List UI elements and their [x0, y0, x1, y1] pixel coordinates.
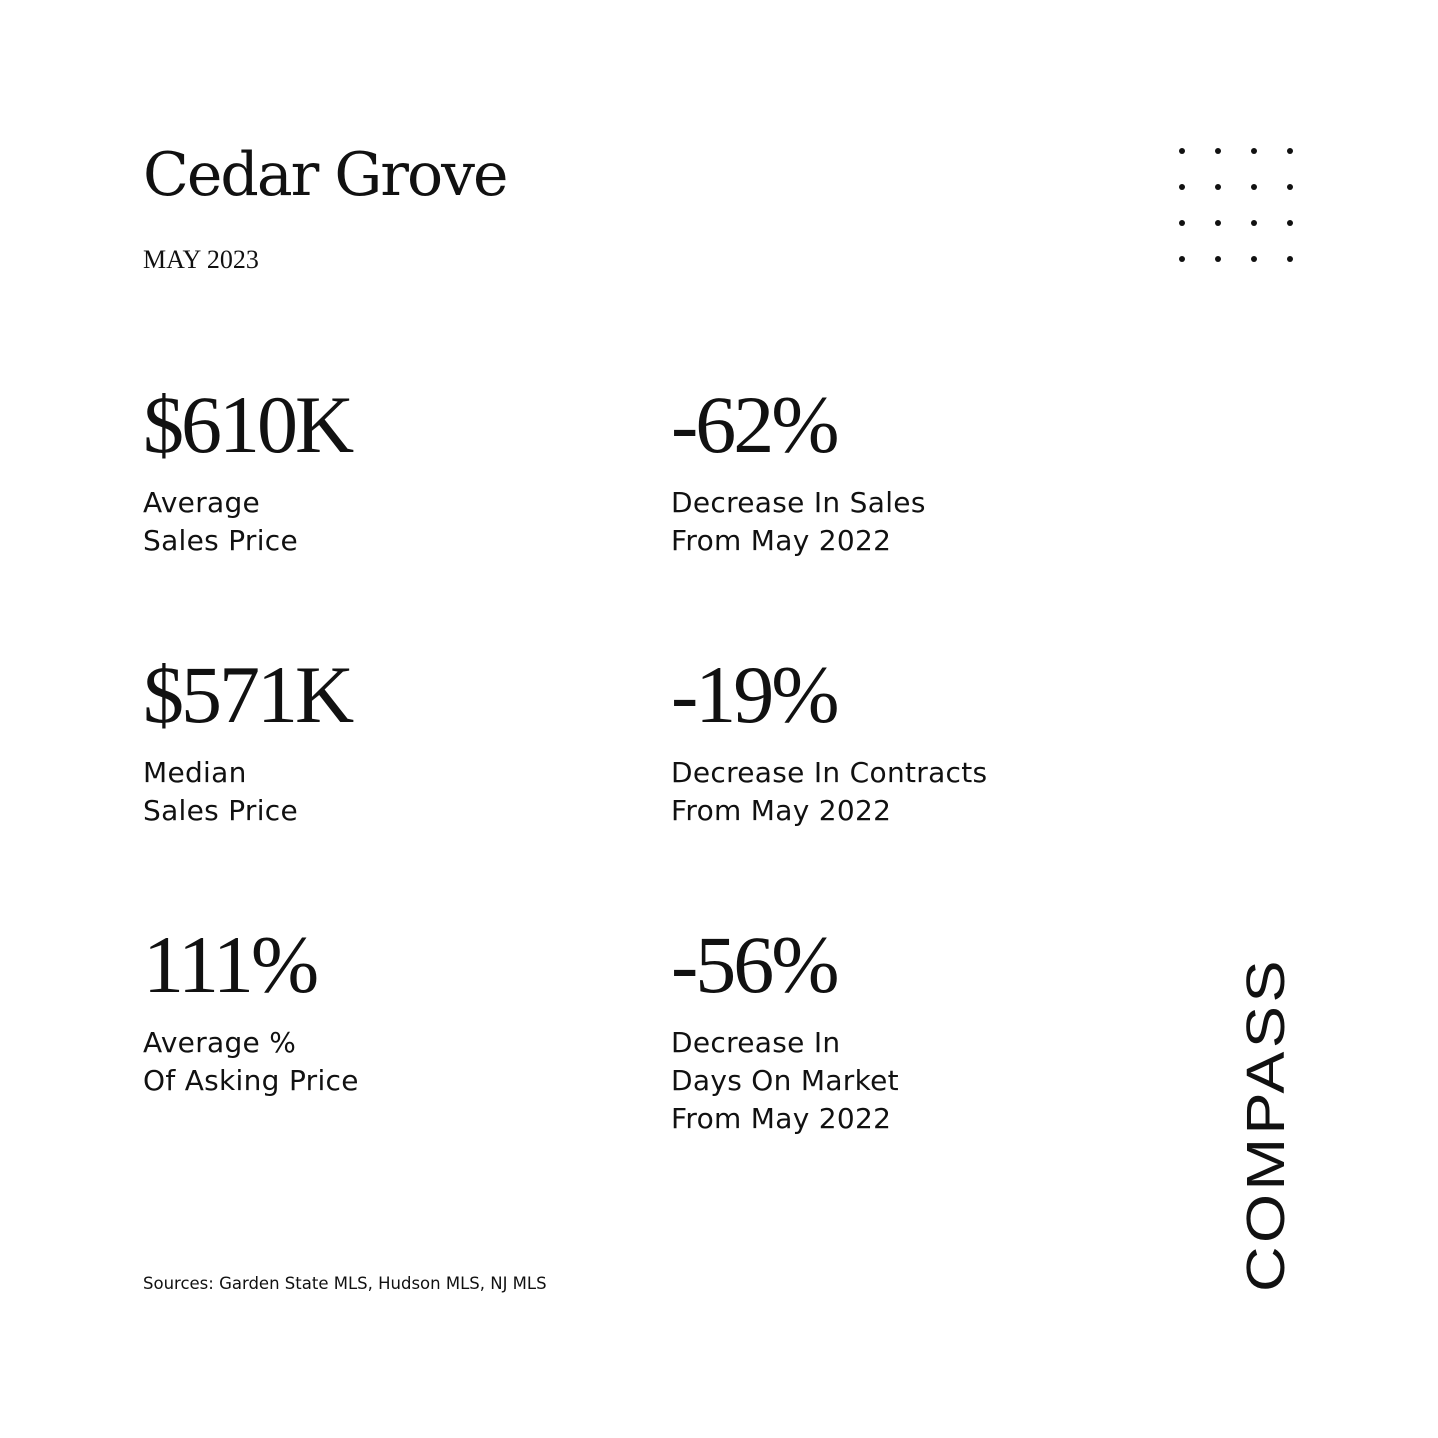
- stat-contracts-change: [671, 649, 1151, 830]
- stat-value: -62%: [671, 379, 837, 470]
- stat-label-line: Sales Price: [143, 524, 299, 557]
- stat-label-line: Sales Price: [143, 794, 299, 827]
- page-title: Cedar Grove: [143, 140, 507, 210]
- stat-days-on-market-change: [671, 919, 1151, 1138]
- stat-label: [671, 484, 1151, 560]
- stat-value: $610K: [143, 379, 352, 470]
- stat-value: $571K: [143, 649, 352, 740]
- stat-label-line: Median: [143, 756, 247, 789]
- stat-sales-change: [671, 379, 1151, 560]
- stat-label-line: From May 2022: [671, 794, 892, 827]
- stat-label: [143, 484, 623, 560]
- stat-label-line: Average: [143, 486, 261, 519]
- stat-median-sales-price: [143, 649, 623, 830]
- compass-logo: [1236, 952, 1296, 1297]
- stat-value: 111%: [143, 919, 317, 1010]
- compass-logo-text: COMPASS: [1236, 1004, 1296, 1292]
- stat-label-line: Decrease In Contracts: [671, 756, 988, 789]
- stat-label: [671, 1024, 1151, 1138]
- stat-average-sales-price: [143, 379, 623, 560]
- stat-label: [143, 754, 623, 830]
- stat-value: -56%: [671, 919, 837, 1010]
- stat-label-line: Decrease In: [671, 1026, 841, 1059]
- stat-label-line: Average %: [143, 1026, 297, 1059]
- sources-note: Sources: Garden State MLS, Hudson MLS, NJ MLS: [143, 1274, 547, 1293]
- stat-label-line: Decrease In Sales: [671, 486, 926, 519]
- stat-label: [671, 754, 1151, 830]
- report-date: MAY 2023: [143, 245, 259, 274]
- stat-label: [143, 1024, 623, 1100]
- stat-label-line: From May 2022: [671, 524, 892, 557]
- stat-value: -19%: [671, 649, 837, 740]
- stat-average-percent-asking: [143, 919, 623, 1100]
- stat-label-line: From May 2022: [671, 1102, 892, 1135]
- stat-label-line: Days On Market: [671, 1064, 899, 1097]
- dot-grid-icon: [1172, 140, 1302, 270]
- stat-label-line: Of Asking Price: [143, 1064, 359, 1097]
